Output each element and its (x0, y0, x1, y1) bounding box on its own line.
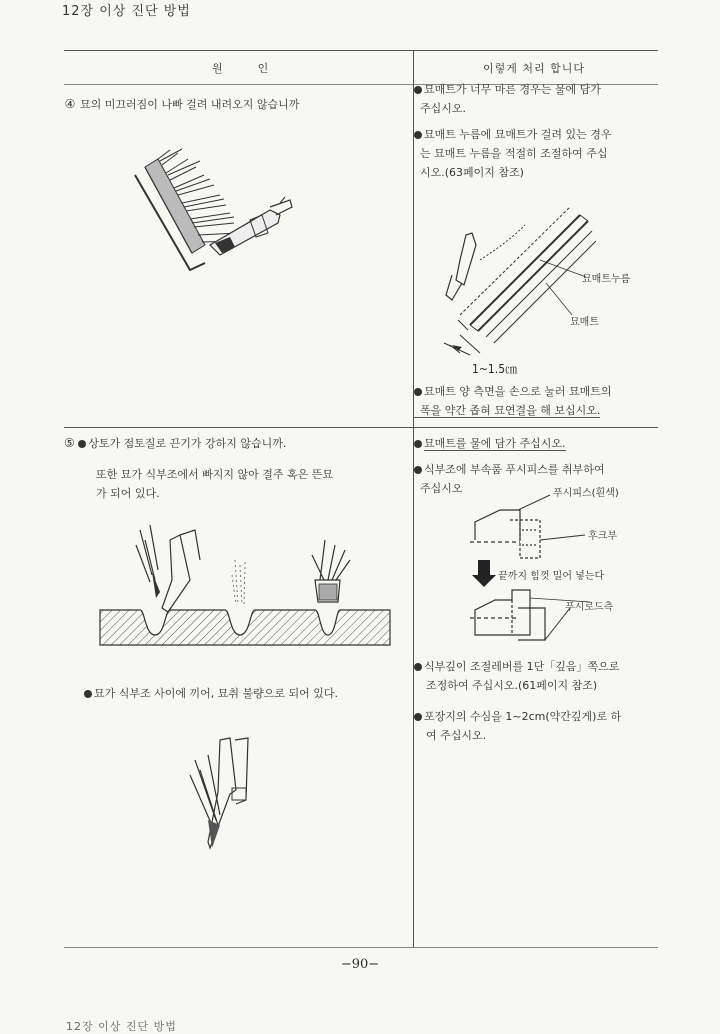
label-gap: 1~1.5㎝ (472, 362, 518, 376)
row4-cause-text: 묘의 미끄러짐이 나빠 걸려 내려오지 않습니까 (80, 98, 300, 111)
table-bottom-rule (64, 947, 658, 948)
illustration-stuck-seedling (180, 730, 270, 860)
bullet-icon (414, 131, 422, 139)
row5-cause-1-detail (96, 465, 386, 503)
row5-remedy-1-text: 묘매트를 물에 담가 주십시오. (424, 437, 566, 450)
row4-remedy-2 (414, 125, 612, 182)
chapter-title: 12장 이상 진단 방법 (62, 4, 191, 19)
row4-remedy-3-line-a: 묘매트 양 측면을 손으로 눌러 묘매트의 (424, 385, 612, 398)
column-header-remedy: 이렇게 처리 합니다 (483, 62, 586, 75)
label-mat-press: 묘매트누름 (582, 274, 631, 285)
bullet-icon (78, 440, 86, 448)
row5-number: ⑤ (64, 436, 75, 450)
row5-remedy-4 (414, 707, 621, 745)
label-push-rod: 푸시로드측 (565, 602, 614, 613)
row4-remedy-3 (414, 382, 612, 420)
row5-remedy-2-line-b: 주십시오 (420, 482, 463, 495)
bullet-icon (414, 466, 422, 474)
row4-cause (64, 95, 299, 114)
row4-remedy-1 (414, 80, 601, 118)
row4-remedy-2-line-a: 묘매트 누름에 묘매트가 걸려 있는 경우 (424, 128, 612, 141)
row5-remedy-1 (414, 434, 566, 453)
row5-cause-2-text: 묘가 식부조 사이에 끼어, 묘취 불량으로 되어 있다. (94, 687, 338, 700)
row4-remedy-3-line-b: 폭을 약간 좁혀 묘연결을 해 보십시오. (414, 404, 600, 418)
row5-remedy-4-line-b: 여 주십시오. (426, 729, 487, 742)
bullet-icon (414, 440, 422, 448)
label-push-in: 끝까지 힘껏 밀어 넣는다 (498, 571, 605, 582)
next-page-header: 12장 이상 진단 방법 (66, 1020, 177, 1033)
row5-cause-1-line-b: 또한 묘가 식부조에서 빠지지 않아 결주 혹은 뜬묘 (96, 468, 333, 481)
illustration-mat-press (440, 205, 600, 375)
table-top-rule (64, 50, 658, 51)
row5-remedy-3 (414, 657, 619, 695)
row4-remedy-2-line-b: 는 묘매트 누름을 적절히 조절하여 주십 (420, 147, 608, 160)
column-header-cause: 원 인 (212, 62, 271, 75)
row4-remedy-1-line-a: 묘매트가 너무 마른 경우는 물에 담가 (424, 83, 601, 96)
bullet-icon (414, 86, 422, 94)
row4-number: ④ (64, 97, 76, 111)
bullet-icon (414, 663, 422, 671)
table-column-divider (413, 50, 414, 948)
bullet-icon (84, 690, 92, 698)
row5-cause-1-line-c: 가 되어 있다. (96, 487, 160, 500)
row5-cause-2 (84, 684, 338, 703)
label-hook: 후크부 (588, 531, 617, 542)
row5-remedy-2-line-a: 식부조에 부속품 푸시피스를 취부하여 (424, 463, 605, 476)
bullet-icon (414, 388, 422, 396)
bullet-icon (414, 713, 422, 721)
label-push-piece: 푸시피스(흰색) (553, 488, 619, 499)
row4-remedy-2-line-c: 시오.(63페이지 참조) (420, 166, 524, 179)
row5-cause-1-text: 상토가 점토질로 끈기가 강하지 않습니까. (88, 437, 287, 450)
illustration-planting-ground (100, 520, 390, 650)
row4-remedy-1-line-b: 주십시오. (420, 102, 467, 115)
illustration-mat-slipping (130, 145, 300, 275)
row-divider (64, 427, 658, 428)
row5-remedy-4-line-a: 포장지의 수심을 1~2cm(약간깊게)로 하 (424, 710, 622, 723)
row5-remedy-3-line-b: 조정하여 주십시오.(61페이지 참조) (426, 679, 598, 692)
row5-cause-1 (64, 434, 286, 453)
row5-remedy-3-line-a: 식부깊이 조절레버를 1단「깊음」쪽으로 (424, 660, 620, 673)
page-number: −90− (340, 957, 380, 972)
label-mat: 묘매트 (570, 317, 599, 328)
